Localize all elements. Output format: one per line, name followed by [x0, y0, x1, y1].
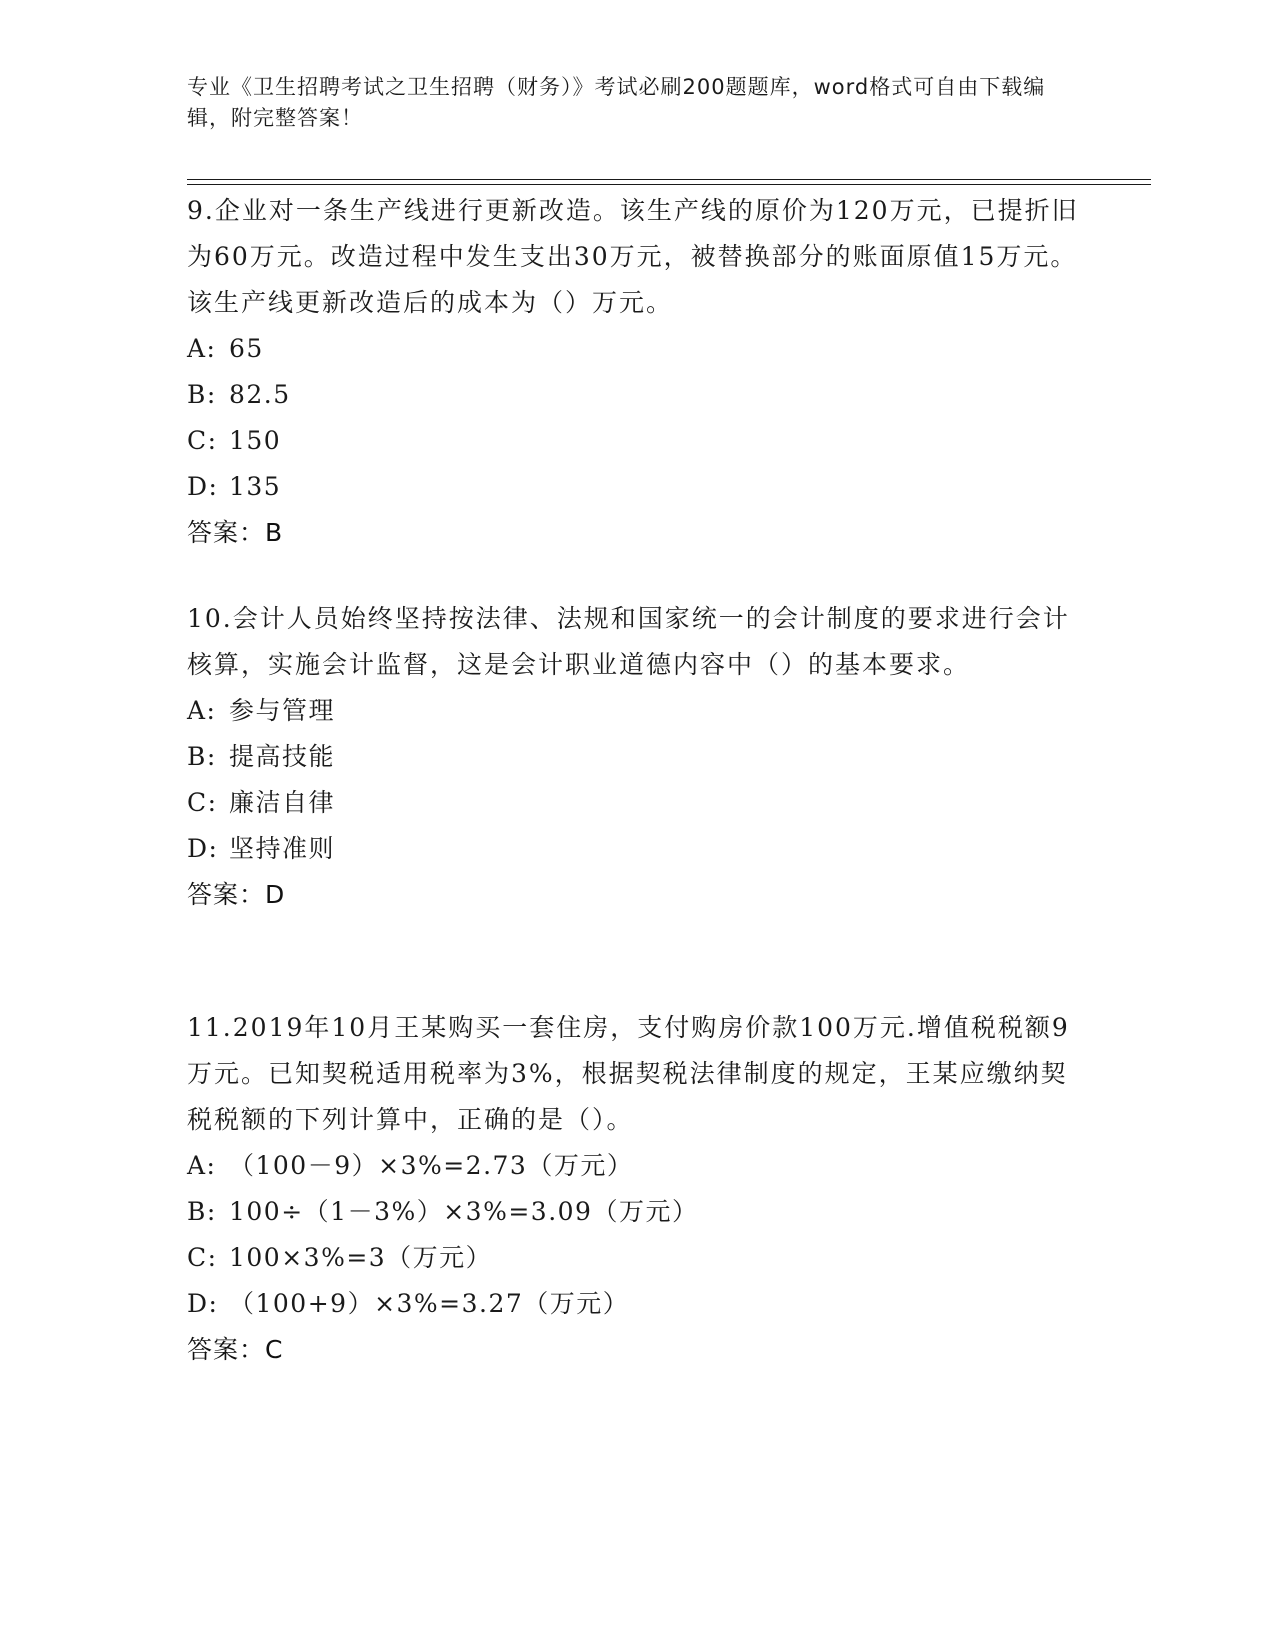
option-letter: D:	[187, 834, 219, 863]
option-d	[187, 464, 1087, 510]
option-text: 参与管理	[229, 696, 336, 725]
question-text: 11.2019年10月王某购买一套住房，支付购房价款100万元.增值税税额9万元。已知契税适用税率为3%，根据契税法律制度的规定，王某应缴纳契税税额的下列计算中，正确的是（）。	[187, 1013, 1070, 1134]
document-header: 专业《卫生招聘考试之卫生招聘（财务）》考试必刷200题题库，word格式可自由下载编辑，附完整答案！	[187, 75, 1046, 130]
option-letter: A:	[187, 1151, 217, 1180]
option-text: 廉洁自律	[229, 788, 336, 817]
option-c	[187, 1235, 1087, 1281]
option-text: （100+9）×3%=3.27（万元）	[229, 1289, 630, 1318]
question-10	[187, 596, 1087, 918]
option-letter: D:	[187, 472, 219, 501]
answer-line: 答案：D	[187, 880, 286, 909]
option-a	[187, 1143, 1087, 1189]
option-d	[187, 826, 1087, 872]
header-divider-top	[187, 179, 1151, 180]
question-9	[187, 188, 1087, 556]
option-a	[187, 688, 1087, 734]
option-letter: D:	[187, 1289, 219, 1318]
option-b	[187, 734, 1087, 780]
option-letter: B:	[187, 380, 217, 409]
option-letter: B:	[187, 742, 217, 771]
option-letter: C:	[187, 1243, 218, 1272]
option-letter: B:	[187, 1197, 217, 1226]
option-d	[187, 1281, 1087, 1327]
option-text: 坚持准则	[229, 834, 336, 863]
option-text: 100÷（1－3%）×3%=3.09（万元）	[229, 1197, 699, 1226]
option-letter: C:	[187, 426, 218, 455]
answer-line: 答案：C	[187, 1335, 284, 1364]
option-letter: C:	[187, 788, 218, 817]
option-text: （100－9）×3%=2.73（万元）	[229, 1151, 634, 1180]
option-b	[187, 372, 1087, 418]
answer-line: 答案：B	[187, 518, 284, 547]
option-text: 150	[229, 426, 282, 455]
question-text: 9.企业对一条生产线进行更新改造。该生产线的原价为120万元，已提折旧为60万元。改造过程中发生支出30万元，被替换部分的账面原值15万元。该生产线更新改造后的成本为（）万元。	[187, 196, 1079, 317]
option-b	[187, 1189, 1087, 1235]
option-a	[187, 326, 1087, 372]
option-letter: A:	[187, 696, 217, 725]
question-text: 10.会计人员始终坚持按法律、法规和国家统一的会计制度的要求进行会计核算，实施会计监督，这是会计职业道德内容中（）的基本要求。	[187, 604, 1070, 679]
option-c	[187, 418, 1087, 464]
header-divider-bottom	[187, 184, 1151, 185]
option-text: 提高技能	[229, 742, 336, 771]
option-c	[187, 780, 1087, 826]
option-letter: A:	[187, 334, 217, 363]
option-text: 135	[229, 472, 282, 501]
question-11	[187, 1005, 1087, 1373]
option-text: 100×3%=3（万元）	[229, 1243, 493, 1272]
option-text: 65	[229, 334, 264, 363]
option-text: 82.5	[229, 380, 291, 409]
